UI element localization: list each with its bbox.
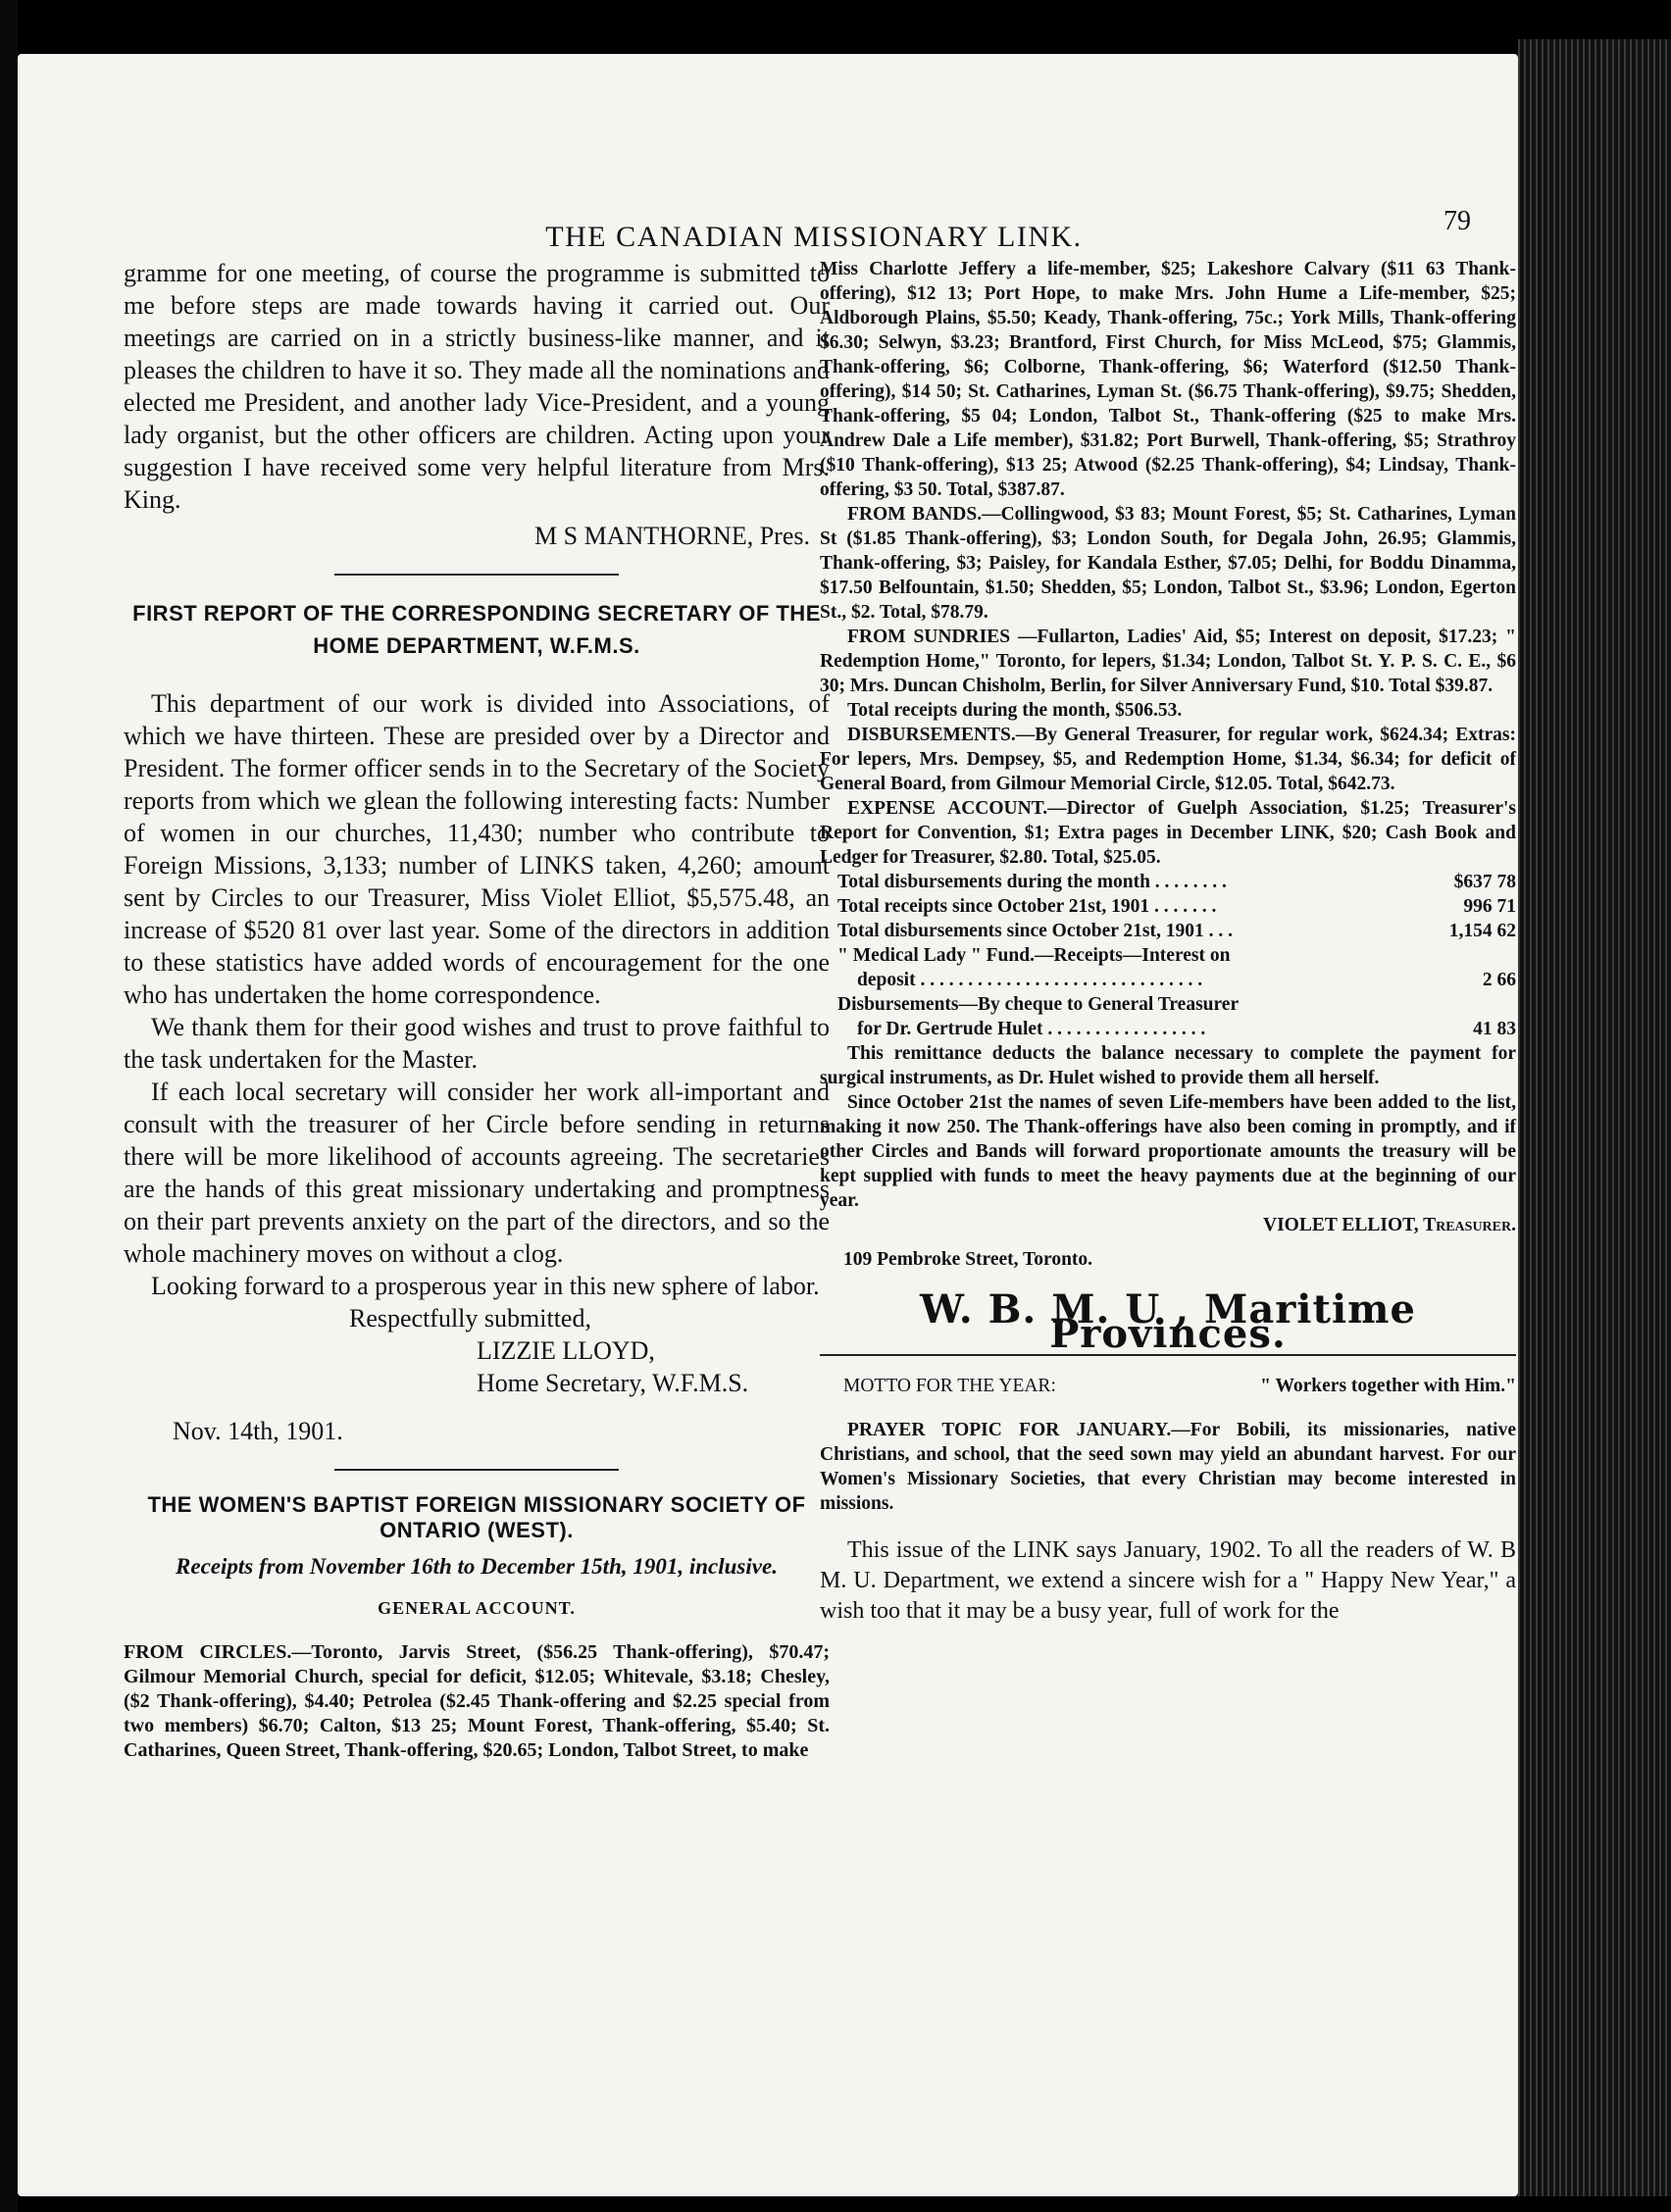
- running-header: THE CANADIAN MISSIONARY LINK.: [545, 221, 1083, 253]
- ledger-row: for Dr. Gertrude Hulet . . . . . . . . . . . . . . . . . 41 83: [857, 1019, 1516, 1039]
- divider: [334, 1469, 619, 1471]
- address: 109 Pembroke Street, Toronto.: [843, 1249, 1093, 1270]
- paragraph: This remittance deducts the balance necessary to complete the payment for surgical instruments, as Dr. Hulet wished to provide them all herself.: [820, 1043, 1516, 1088]
- ledger-row: Total receipts since October 21st, 1901 . . . . . . . 996 71: [837, 896, 1516, 917]
- paragraph: DISBURSEMENTS.—By General Treasurer, for regular work, $624.34; Extras: For lepers, Mrs. Dempsey, $5, and Redemption Home, $1.34, $6.34; for deficit of General Board, from Gilmour Memorial Circle, $12.05. Total, $642.73.: [820, 725, 1516, 794]
- paragraph: This department of our work is divided into Associations, of which we have thirteen. These are presided over by a Director and President. The former officer sends in to the Secretary of the Society reports from which we glean the following interesting facts: Number of women in our churches, 11,430; number who contribute to Foreign Missions, 3,133; number of LINKS taken, 4,260; amount sent by Circles to our Treasurer, Miss Violet Elliot, $5,575.48, an increase of $520 81 over last year. Some of the directors in addition to these statistics have added words of encouragement for the one who has undertaken the home correspondence.: [124, 689, 830, 1009]
- ledger-row: " Medical Lady " Fund.—Receipts—Interest on: [837, 945, 1231, 966]
- ledger-row: Total disbursements since October 21st, 1901 . . . 1,154 62: [837, 921, 1516, 941]
- signature-title: Home Secretary, W.F.M.S.: [477, 1369, 749, 1397]
- section-banner: W. B. M. U , Maritime Provinces.: [920, 1286, 1416, 1357]
- ledger-row: deposit . . . . . . . . . . . . . . . . . . . . . . . . . . . . . . 2 66: [857, 970, 1516, 990]
- page-edges: [1518, 39, 1671, 2196]
- page-number: 79: [1443, 206, 1471, 236]
- ledger-row: Disbursements—By cheque to General Treasurer: [837, 994, 1240, 1015]
- ledger-row: Total disbursements during the month . . . . . . . . $637 78: [837, 872, 1516, 892]
- section-heading: THE WOMEN'S BAPTIST FOREIGN MISSIONARY SOCIETY OF ONTARIO (WEST).: [147, 1492, 806, 1542]
- signature-manthorne: M S MANTHORNE, Pres.: [534, 522, 810, 550]
- paragraph: Total receipts during the month, $506.53.: [847, 700, 1183, 721]
- paragraph: EXPENSE ACCOUNT.—Director of Guelph Association, $1.25; Treasurer's Report for Convention, $1; Extra pages in December LINK, $20; Cash Book and Ledger for Treasurer, $2.80. Total, $25.05.: [820, 798, 1516, 868]
- date: Nov. 14th, 1901.: [173, 1417, 343, 1445]
- divider: [334, 574, 619, 576]
- paragraph: This issue of the LINK says January, 1902. To all the readers of W. B M. U. Department, we extend a sincere wish for a " Happy New Year," a wish too that it may be a busy year, full of work for the: [820, 1537, 1516, 1624]
- signature-name: LIZZIE LLOYD,: [477, 1336, 655, 1365]
- paragraph: Since October 21st the names of seven Life-members have been added to the list, making it now 250. The Thank-offerings have also been coming in promptly, and if other Circles and Bands will forward proportionate amounts the treasury will be kept supplied with funds to meet the heavy payments due at the beginning of our year.: [820, 1092, 1516, 1211]
- general-account: GENERAL ACCOUNT.: [378, 1598, 576, 1618]
- closing: Respectfully submitted,: [349, 1304, 591, 1332]
- paragraph: FROM BANDS.—Collingwood, $3 83; Mount Forest, $5; St. Catharines, Lyman St ($1.85 Thank-offering), $3; London South, for Degala John, 26.95; Glammis, Thank-offering, $3; Paisley, for Kandala Esther, $7.05; Delhi, for Boddu Dinamma, $17.50 Belfountain, $1.50; Shedden, $5; London, Talbot St., $3.96; London, Egerton St., $2. Total, $78.79.: [820, 504, 1516, 623]
- paragraph: FROM CIRCLES.—Toronto, Jarvis Street, ($56.25 Thank-offering), $70.47; Gilmour Memorial Church, special for deficit, $12.05; Whitevale, $3.18; Chesley, ($2 Thank-offering), $4.40; Petrolea ($2.45 Thank-offering and $2.25 special from two members) $6.70; Calton, $13 25; Mount Forest, Thank-offering, $5.40; St. Catharines, Queen Street, Thank-offering, $20.65; London, Talbot Street, to make: [124, 1641, 830, 1761]
- right-column: [820, 257, 1516, 1627]
- paragraph: If each local secretary will consider her work all-important and consult with the treasurer of her Circle before sending in returns there will be more likelihood of accounts agreeing. The secretaries are the hands of this great missionary undertaking and promptness on their part prevents anxiety on the part of the directors, and so the whole machinery moves on without a clog.: [124, 1078, 830, 1268]
- paragraph: FROM SUNDRIES —Fullarton, Ladies' Aid, $5; Interest on deposit, $17.23; " Redemption Home," Toronto, for lepers, $1.34; London, Talbot St. Y. P. S. C. E., $6 30; Mrs. Duncan Chisholm, Berlin, for Silver Anniversary Fund, $10. Total $39.87.: [820, 627, 1516, 696]
- receipts-subtitle: Receipts from November 16th to December 15th, 1901, inclusive.: [176, 1554, 778, 1579]
- left-column: [124, 257, 830, 1763]
- section-heading: FIRST REPORT OF THE CORRESPONDING SECRETARY OF THE HOME DEPARTMENT, W.F.M.S.: [132, 601, 821, 658]
- paragraph: Miss Charlotte Jeffery a life-member, $25; Lakeshore Calvary ($11 63 Thank-offering), $12 13; Port Hope, to make Mrs. John Hume a Life-member, $25; Aldborough Plains, $5.50; Keady, Thank-offering, 75c.; York Mills, Thank-offering $6.30; Selwyn, $3.23; Brantford, First Church, for Miss McLeod, $75; Glammis, Thank-offering, $6; Colborne, Thank-offering, $6; Waterford ($12.50 Thank-offering), $14 50; St. Catharines, Lyman St. ($6.75 Thank-offering), $9.75; Shedden, Thank-offering, $5 04; London, Talbot St., Thank-offering ($25 to make Mrs. Andrew Dale a Life member), $31.82; Port Burwell, Thank-offering, $5; Strathroy ($10 Thank-offering), $13 25; Atwood ($2.25 Thank-offering), $4; Lindsay, Thank-offering, $3 50. Total, $387.87.: [820, 259, 1516, 500]
- book-gutter: [0, 0, 18, 2212]
- paragraph: gramme for one meeting, of course the programme is submitted to me before steps are made towards having it carried out. Our meetings are carried on in a strictly business-like manner, and it pleases the children to have it so. They made all the nominations and elected me President, and another lady Vice-President, and a young lady organist, but the other officers are children. Acting upon your suggestion I have received some very helpful literature from Mrs. King.: [124, 259, 830, 514]
- paragraph: We thank them for their good wishes and trust to prove faithful to the task undertaken for the Master.: [124, 1013, 830, 1074]
- paragraph: PRAYER TOPIC FOR JANUARY.—For Bobili, its missionaries, native Christians, and school, that the seed sown may yield an abundant harvest. For our Women's Missionary Societies, that every Christian may become interested in missions.: [820, 1420, 1516, 1514]
- motto-row: MOTTO FOR THE YEAR: " Workers together with Him.": [843, 1376, 1516, 1396]
- signature-treasurer: VIOLET ELLIOT, Treasurer.: [1262, 1215, 1516, 1235]
- paragraph: Looking forward to a prosperous year in this new sphere of labor.: [151, 1272, 820, 1300]
